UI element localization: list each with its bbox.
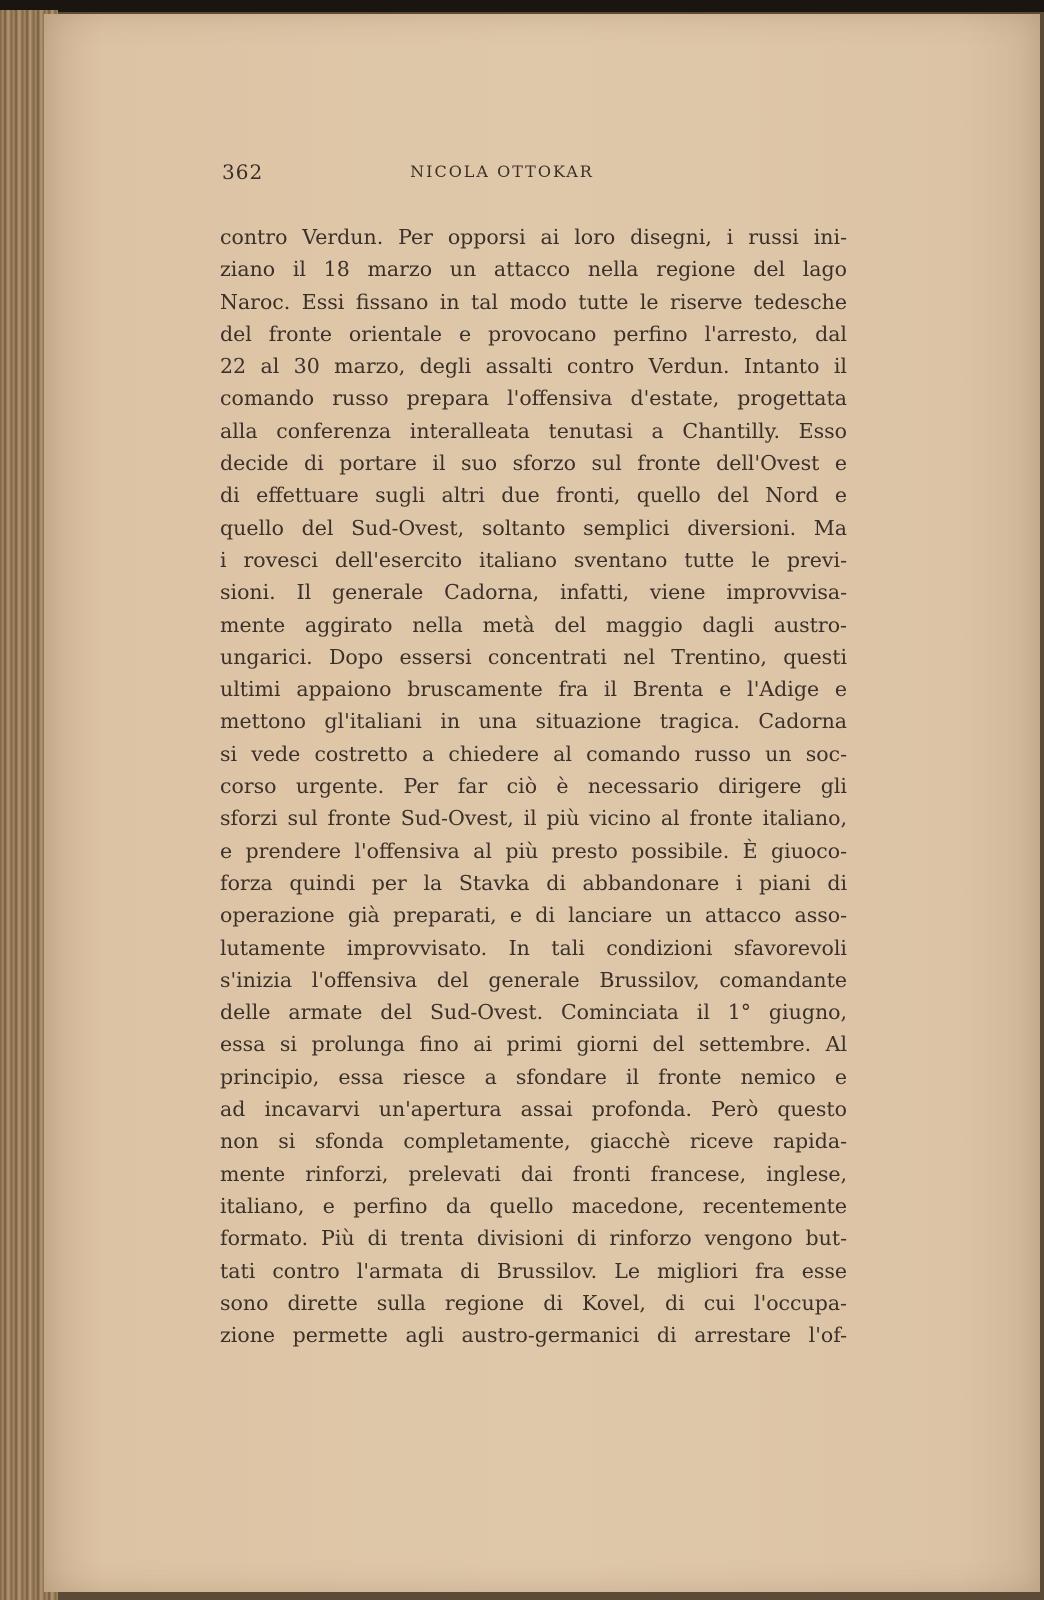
text-line: forza quindi per la Stavka di abbandonare i piani di	[220, 870, 847, 895]
text-line: mettono gl'italiani in una situazione tragica. Cadorna	[220, 709, 847, 734]
text-line: comando russo prepara l'offensiva d'estate, progettata	[220, 386, 847, 411]
text-line: e prendere l'offensiva al più presto possibile. È giuoco-	[220, 838, 847, 863]
text-line: ultimi appaiono bruscamente fra il Brenta e l'Adige e	[220, 677, 847, 702]
text-line: tati contro l'armata di Brussilov. Le migliori fra esse	[220, 1258, 847, 1283]
text-line: decide di portare il suo sforzo sul fronte dell'Ovest e	[220, 451, 847, 476]
text-line: Naroc. Essi fissano in tal modo tutte le riserve tedesche	[220, 289, 847, 314]
text-line: contro Verdun. Per opporsi ai loro disegni, i russi ini-	[220, 225, 847, 249]
text-line: di effettuare sugli altri due fronti, quello del Nord e	[220, 483, 847, 508]
text-line: sioni. Il generale Cadorna, infatti, viene improvvisa-	[220, 580, 847, 605]
text-line: essa si prolunga fino ai primi giorni del settembre. Al	[220, 1032, 847, 1057]
text-line: corso urgente. Per far ciò è necessario dirigere gli	[220, 774, 847, 799]
text-line: quello del Sud-Ovest, soltanto semplici diversioni. Ma	[220, 515, 847, 540]
page-number: 362	[222, 160, 264, 184]
text-line: zione permette agli austro-germanici di arrestare l'of-	[220, 1323, 847, 1348]
text-line: 22 al 30 marzo, degli assalti contro Verdun. Intanto il	[220, 354, 847, 379]
text-line: sforzi sul fronte Sud-Ovest, il più vicino al fronte italiano,	[220, 806, 847, 831]
text-line: mente rinforzi, prelevati dai fronti francese, inglese,	[220, 1161, 847, 1186]
text-line: mente aggirato nella metà del maggio dagli austro-	[220, 612, 847, 637]
text-line: sono dirette sulla regione di Kovel, di cui l'occupa-	[220, 1290, 847, 1315]
text-line: delle armate del Sud-Ovest. Cominciata il 1° giugno,	[220, 1000, 847, 1025]
running-head	[222, 160, 782, 190]
text-line: ziano il 18 marzo un attacco nella regione del lago	[220, 257, 847, 282]
text-line: lutamente improvvisato. In tali condizioni sfavorevoli	[220, 935, 847, 960]
text-line: ad incavarvi un'apertura assai profonda. Però questo	[220, 1097, 847, 1122]
text-line: alla conferenza interalleata tenutasi a Chantilly. Esso	[220, 418, 847, 443]
text-line: s'inizia l'offensiva del generale Brussilov, comandante	[220, 967, 847, 992]
running-head-author: NICOLA OTTOKAR	[410, 162, 594, 181]
text-line: non si sfonda completamente, giacchè riceve rapida-	[220, 1129, 847, 1154]
scan-top-edge	[0, 0, 1044, 12]
text-line: ungarici. Dopo essersi concentrati nel Trentino, questi	[220, 644, 847, 669]
body-text	[220, 221, 847, 1351]
text-line: del fronte orientale e provocano perfino l'arresto, dal	[220, 321, 847, 346]
text-line: operazione già preparati, e di lanciare un attacco asso-	[220, 903, 847, 928]
text-line: italiano, e perfino da quello macedone, recentemente	[220, 1193, 847, 1218]
text-line: si vede costretto a chiedere al comando russo un soc-	[220, 741, 847, 766]
text-line: formato. Più di trenta divisioni di rinforzo vengono but-	[220, 1226, 847, 1251]
text-line: i rovesci dell'esercito italiano sventano tutte le previ-	[220, 547, 847, 572]
text-line: principio, essa riesce a sfondare il fronte nemico e	[220, 1064, 847, 1089]
